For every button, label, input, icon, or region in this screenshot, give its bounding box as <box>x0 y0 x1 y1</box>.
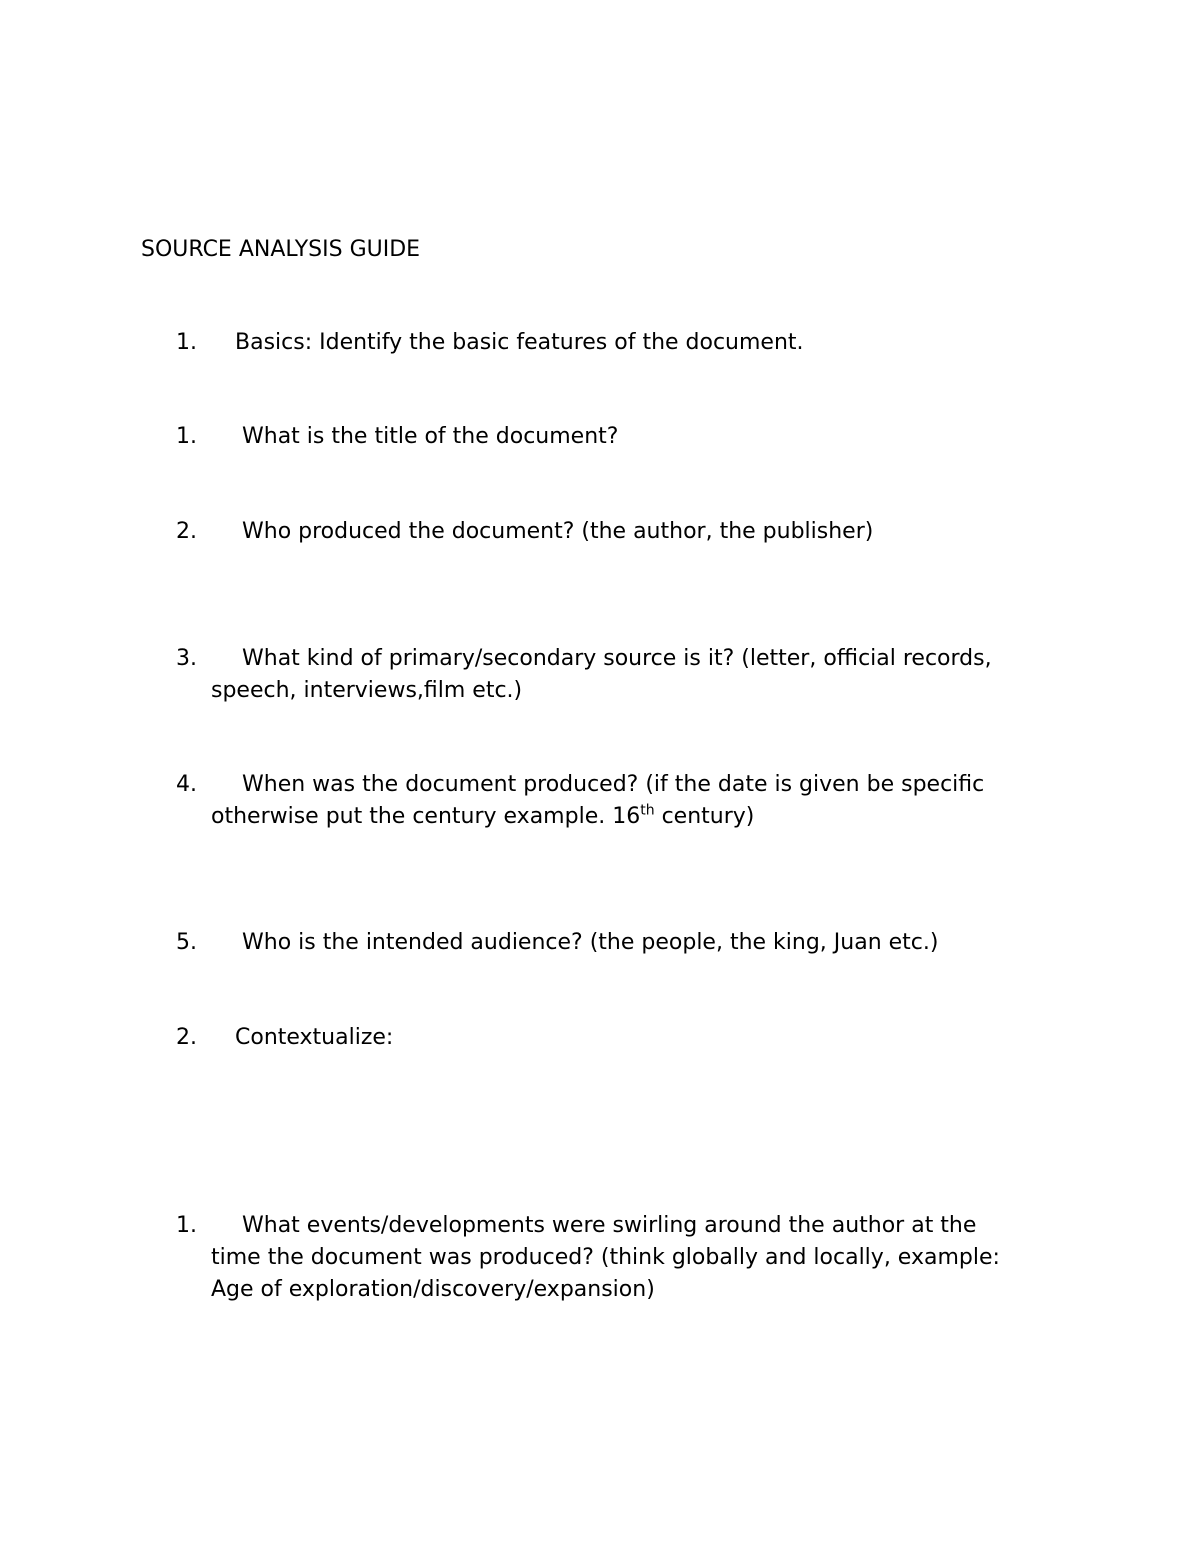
question-text: Who produced the document? (the author, the publisher) <box>242 519 874 544</box>
section-2-heading: Contextualize: <box>235 1025 394 1050</box>
question-text-continued <box>211 801 754 833</box>
question-text-part: otherwise put the century example. 16 <box>211 804 641 829</box>
section-2-number: 2. <box>176 1025 197 1050</box>
question-text: When was the document produced? (if the date is given be specific <box>242 772 985 797</box>
question-number: 3. <box>176 646 197 671</box>
question-text: Who is the intended audience? (the people, the king, Juan etc.) <box>242 930 939 955</box>
question-text-continued: Age of exploration/discovery/expansion) <box>211 1277 655 1302</box>
question-number: 1. <box>176 1213 197 1238</box>
superscript-ordinal: th <box>640 802 655 819</box>
question-text: What kind of primary/secondary source is it? (letter, official records, <box>242 646 992 671</box>
question-text-continued: speech, interviews,film etc.) <box>211 678 523 703</box>
question-number: 4. <box>176 772 197 797</box>
question-number: 2. <box>176 519 197 544</box>
section-1-number: 1. <box>176 330 197 355</box>
question-text: What is the title of the document? <box>242 424 619 449</box>
section-1-heading: Basics: Identify the basic features of the document. <box>235 330 804 355</box>
question-text-part: century) <box>654 804 755 829</box>
question-text-continued: time the document was produced? (think globally and locally, example: <box>211 1245 1000 1270</box>
document-title: SOURCE ANALYSIS GUIDE <box>141 237 421 262</box>
question-text: What events/developments were swirling around the author at the <box>242 1213 977 1238</box>
question-number: 5. <box>176 930 197 955</box>
question-number: 1. <box>176 424 197 449</box>
